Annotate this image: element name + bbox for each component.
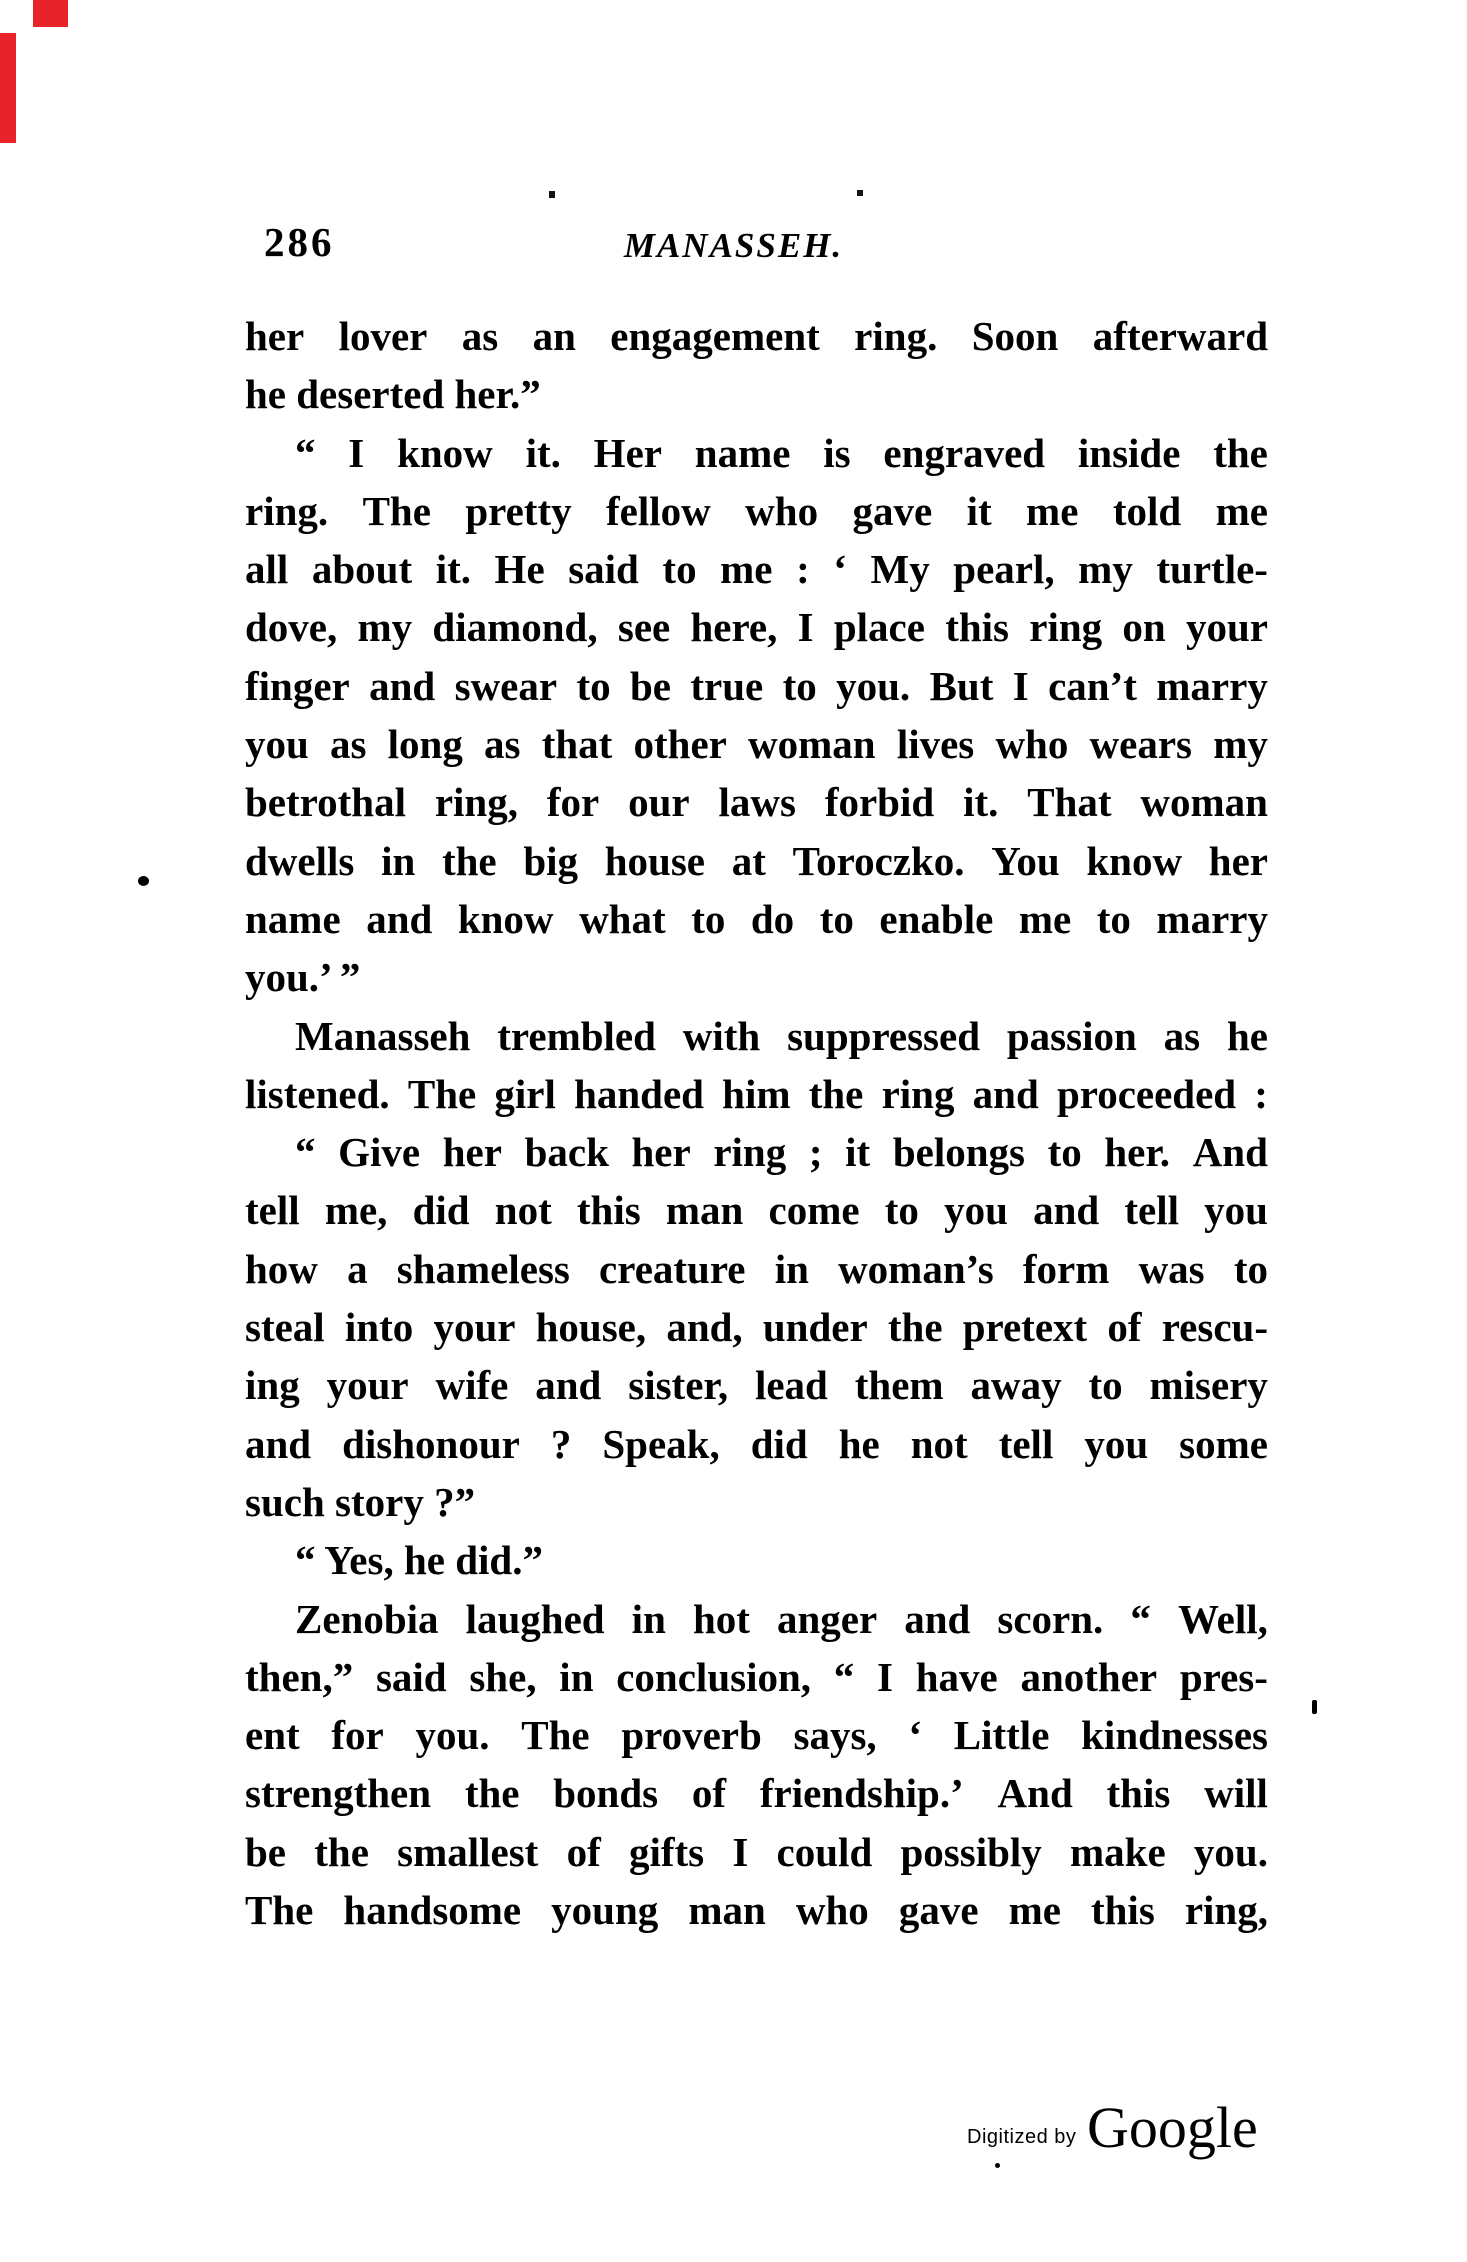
running-title: MANASSEH. [623,226,844,265]
footer-ink-dot [995,2163,1000,2168]
text-line: you as long as that other woman lives who wears my [245,721,1268,768]
body-text-block [245,307,1268,1939]
text-line: ring. The pretty fellow who gave it me told me [245,487,1268,534]
text-line: you.’ ” [245,954,361,1001]
digitized-by-label: Digitized by [967,2126,1077,2148]
margin-ink-tick [1312,1700,1317,1714]
text-line: “ Yes, he did.” [295,1537,543,1584]
text-line: finger and swear to be true to you. But I can’t marry [245,662,1268,709]
text-line: “ I know it. Her name is engraved inside the [295,429,1268,476]
scan-artifact-red-square [33,0,68,27]
text-line: dove, my diamond, see here, I place this ring on your [245,604,1268,651]
text-line: tell me, did not this man come to you and tell you [245,1187,1268,1234]
text-line: strengthen the bonds of friendship.’ And this will [245,1770,1268,1817]
text-line: name and know what to do to enable me to marry [245,895,1268,942]
google-logo: Google [1087,2095,1258,2160]
page-number: 286 [264,219,335,265]
text-line: such story ?” [245,1478,476,1525]
text-line: betrothal ring, for our laws forbid it. That woman [245,779,1268,826]
margin-ink-dot [138,876,149,886]
text-line: ing your wife and sister, lead them away to misery [245,1362,1268,1409]
text-line: her lover as an engagement ring. Soon afterward [245,313,1268,359]
text-line: how a shameless creature in woman’s form was to [245,1245,1268,1292]
text-line: and dishonour ? Speak, did he not tell you some [245,1420,1268,1467]
text-line: The handsome young man who gave me this ring, [245,1887,1268,1934]
text-line: he deserted her.” [245,371,541,418]
text-line: then,” said she, in conclusion, “ I have another pres- [245,1653,1268,1700]
text-line: all about it. He said to me : ‘ My pearl, my turtle- [245,546,1268,593]
scan-artifact-red-bar [0,33,16,143]
ink-speck [549,191,555,198]
text-line: steal into your house, and, under the pretext of rescu- [245,1304,1268,1351]
text-line: dwells in the big house at Toroczko. You know her [245,837,1268,884]
text-line: “ Give her back her ring ; it belongs to her. And [295,1129,1268,1176]
text-line: Manasseh trembled with suppressed passion as he [295,1012,1268,1059]
text-line: Zenobia laughed in hot anger and scorn. “ Well, [295,1595,1268,1642]
text-line: listened. The girl handed him the ring and proceeded : [245,1070,1268,1117]
text-line: ent for you. The proverb says, ‘ Little kindnesses [245,1712,1268,1759]
text-line: be the smallest of gifts I could possibly make you. [245,1828,1268,1875]
ink-speck [857,190,863,196]
